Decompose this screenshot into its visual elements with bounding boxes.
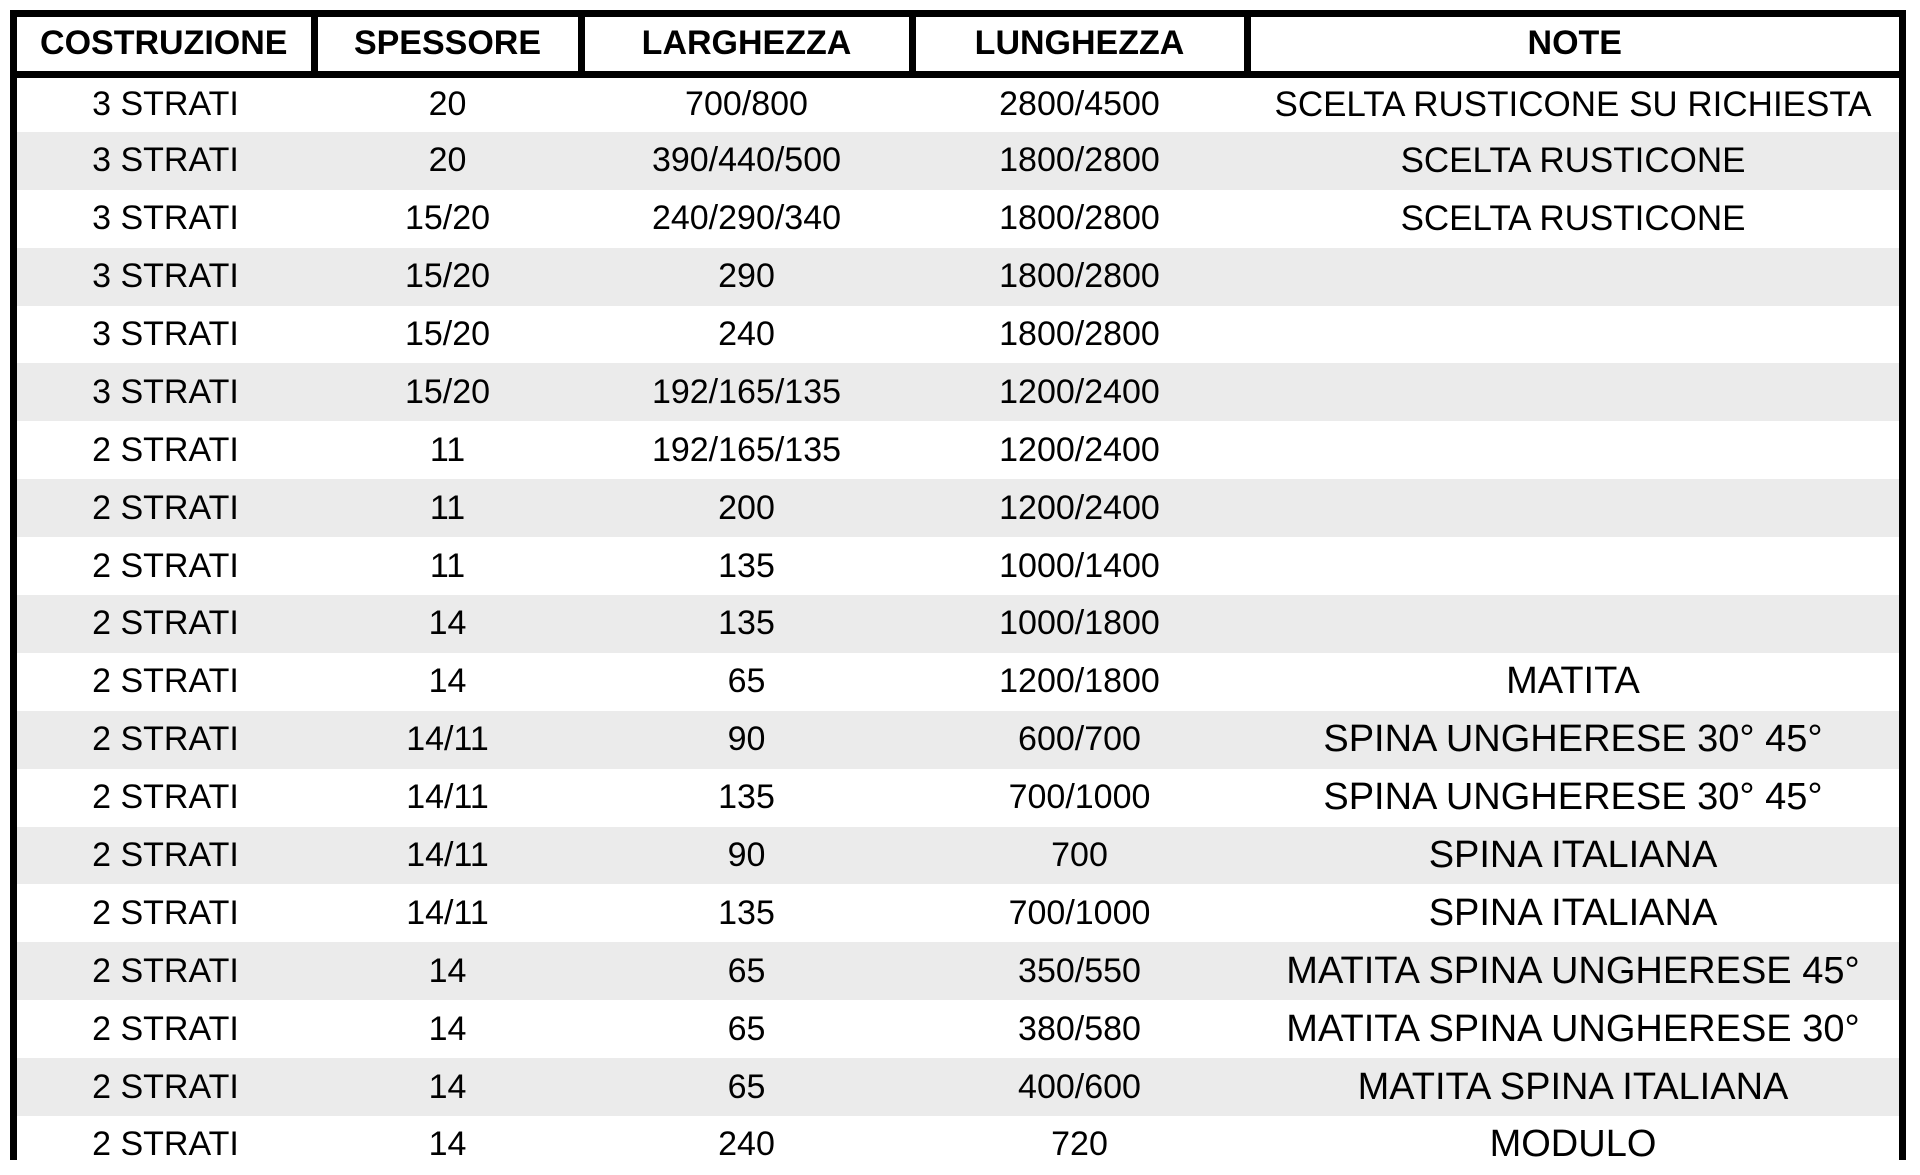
cell-note [1247,306,1899,364]
table-row [17,884,1899,942]
header-costruzione: COSTRUZIONE [17,17,314,74]
table-row [17,653,1899,711]
cell-lunghezza: 1200/1800 [912,653,1247,711]
cell-larghezza: 192/165/135 [581,363,912,421]
cell-costruzione: 2 STRATI [17,942,314,1000]
cell-lunghezza: 600/700 [912,711,1247,769]
cell-spessore: 20 [314,74,581,132]
cell-costruzione: 2 STRATI [17,1058,314,1116]
table-row [17,421,1899,479]
table-row [17,769,1899,827]
cell-lunghezza: 1800/2800 [912,248,1247,306]
header-spessore: SPESSORE [314,17,581,74]
cell-larghezza: 240 [581,1116,912,1174]
cell-note: MATITA SPINA ITALIANA [1247,1058,1899,1116]
cell-lunghezza: 1000/1400 [912,537,1247,595]
table-row [17,537,1899,595]
table-header [17,17,1899,74]
cell-spessore: 14 [314,942,581,1000]
cell-spessore: 11 [314,479,581,537]
cell-larghezza: 192/165/135 [581,421,912,479]
cell-lunghezza: 1200/2400 [912,363,1247,421]
cell-larghezza: 135 [581,537,912,595]
cell-costruzione: 2 STRATI [17,479,314,537]
cell-costruzione: 2 STRATI [17,595,314,653]
cell-spessore: 15/20 [314,248,581,306]
table-body [17,74,1899,1174]
cell-note: MATITA SPINA UNGHERESE 45° [1247,942,1899,1000]
table-row [17,1116,1899,1174]
cell-larghezza: 240/290/340 [581,190,912,248]
cell-costruzione: 2 STRATI [17,421,314,479]
cell-costruzione: 3 STRATI [17,74,314,132]
cell-larghezza: 90 [581,827,912,885]
cell-larghezza: 290 [581,248,912,306]
table-row [17,306,1899,364]
cell-costruzione: 3 STRATI [17,132,314,190]
cell-costruzione: 3 STRATI [17,248,314,306]
cell-note: MODULO [1247,1116,1899,1174]
cell-spessore: 14/11 [314,884,581,942]
cell-larghezza: 65 [581,653,912,711]
cell-spessore: 14/11 [314,711,581,769]
cell-spessore: 14 [314,1058,581,1116]
cell-note: SCELTA RUSTICONE [1247,190,1899,248]
table-row [17,827,1899,885]
cell-spessore: 14 [314,1000,581,1058]
cell-costruzione: 2 STRATI [17,827,314,885]
cell-note: SPINA UNGHERESE 30° 45° [1247,711,1899,769]
cell-note: SPINA ITALIANA [1247,884,1899,942]
cell-note [1247,363,1899,421]
header-row [17,17,1899,74]
cell-note: SCELTA RUSTICONE SU RICHIESTA [1247,74,1899,132]
cell-lunghezza: 2800/4500 [912,74,1247,132]
cell-lunghezza: 720 [912,1116,1247,1174]
cell-lunghezza: 1200/2400 [912,421,1247,479]
cell-note: SPINA UNGHERESE 30° 45° [1247,769,1899,827]
cell-spessore: 11 [314,537,581,595]
cell-spessore: 14 [314,1116,581,1174]
cell-costruzione: 2 STRATI [17,1000,314,1058]
cell-spessore: 15/20 [314,306,581,364]
cell-costruzione: 3 STRATI [17,190,314,248]
cell-lunghezza: 1800/2800 [912,306,1247,364]
cell-note [1247,421,1899,479]
table-row [17,1000,1899,1058]
cell-larghezza: 65 [581,1000,912,1058]
header-note: NOTE [1247,17,1899,74]
table-row [17,248,1899,306]
cell-larghezza: 135 [581,595,912,653]
cell-costruzione: 3 STRATI [17,306,314,364]
cell-larghezza: 135 [581,884,912,942]
table-row [17,190,1899,248]
cell-lunghezza: 1200/2400 [912,479,1247,537]
cell-costruzione: 2 STRATI [17,653,314,711]
product-table-frame [10,10,1906,1166]
header-lunghezza: LUNGHEZZA [912,17,1247,74]
cell-lunghezza: 700 [912,827,1247,885]
table-row [17,363,1899,421]
cell-note: SCELTA RUSTICONE [1247,132,1899,190]
table-row [17,595,1899,653]
cell-lunghezza: 700/1000 [912,769,1247,827]
table-row [17,1058,1899,1116]
cell-note: MATITA [1247,653,1899,711]
header-larghezza: LARGHEZZA [581,17,912,74]
cell-lunghezza: 1000/1800 [912,595,1247,653]
cell-costruzione: 2 STRATI [17,884,314,942]
cell-larghezza: 65 [581,1058,912,1116]
cell-lunghezza: 700/1000 [912,884,1247,942]
cell-note [1247,595,1899,653]
cell-spessore: 14/11 [314,827,581,885]
cell-larghezza: 90 [581,711,912,769]
cell-larghezza: 200 [581,479,912,537]
cell-larghezza: 240 [581,306,912,364]
table-row [17,132,1899,190]
cell-note [1247,479,1899,537]
cell-note: SPINA ITALIANA [1247,827,1899,885]
table-row [17,479,1899,537]
product-table [17,17,1899,1174]
cell-costruzione: 2 STRATI [17,769,314,827]
cell-larghezza: 135 [581,769,912,827]
cell-lunghezza: 380/580 [912,1000,1247,1058]
cell-spessore: 15/20 [314,190,581,248]
table-row [17,74,1899,132]
cell-lunghezza: 1800/2800 [912,132,1247,190]
table-row [17,711,1899,769]
table-row [17,942,1899,1000]
cell-note [1247,537,1899,595]
cell-larghezza: 390/440/500 [581,132,912,190]
cell-lunghezza: 400/600 [912,1058,1247,1116]
cell-costruzione: 3 STRATI [17,363,314,421]
cell-larghezza: 65 [581,942,912,1000]
cell-spessore: 14 [314,653,581,711]
cell-costruzione: 2 STRATI [17,1116,314,1174]
cell-note: MATITA SPINA UNGHERESE 30° [1247,1000,1899,1058]
cell-larghezza: 700/800 [581,74,912,132]
cell-costruzione: 2 STRATI [17,537,314,595]
cell-spessore: 20 [314,132,581,190]
cell-spessore: 15/20 [314,363,581,421]
cell-costruzione: 2 STRATI [17,711,314,769]
cell-spessore: 14 [314,595,581,653]
cell-note [1247,248,1899,306]
cell-lunghezza: 1800/2800 [912,190,1247,248]
cell-spessore: 11 [314,421,581,479]
cell-lunghezza: 350/550 [912,942,1247,1000]
cell-spessore: 14/11 [314,769,581,827]
